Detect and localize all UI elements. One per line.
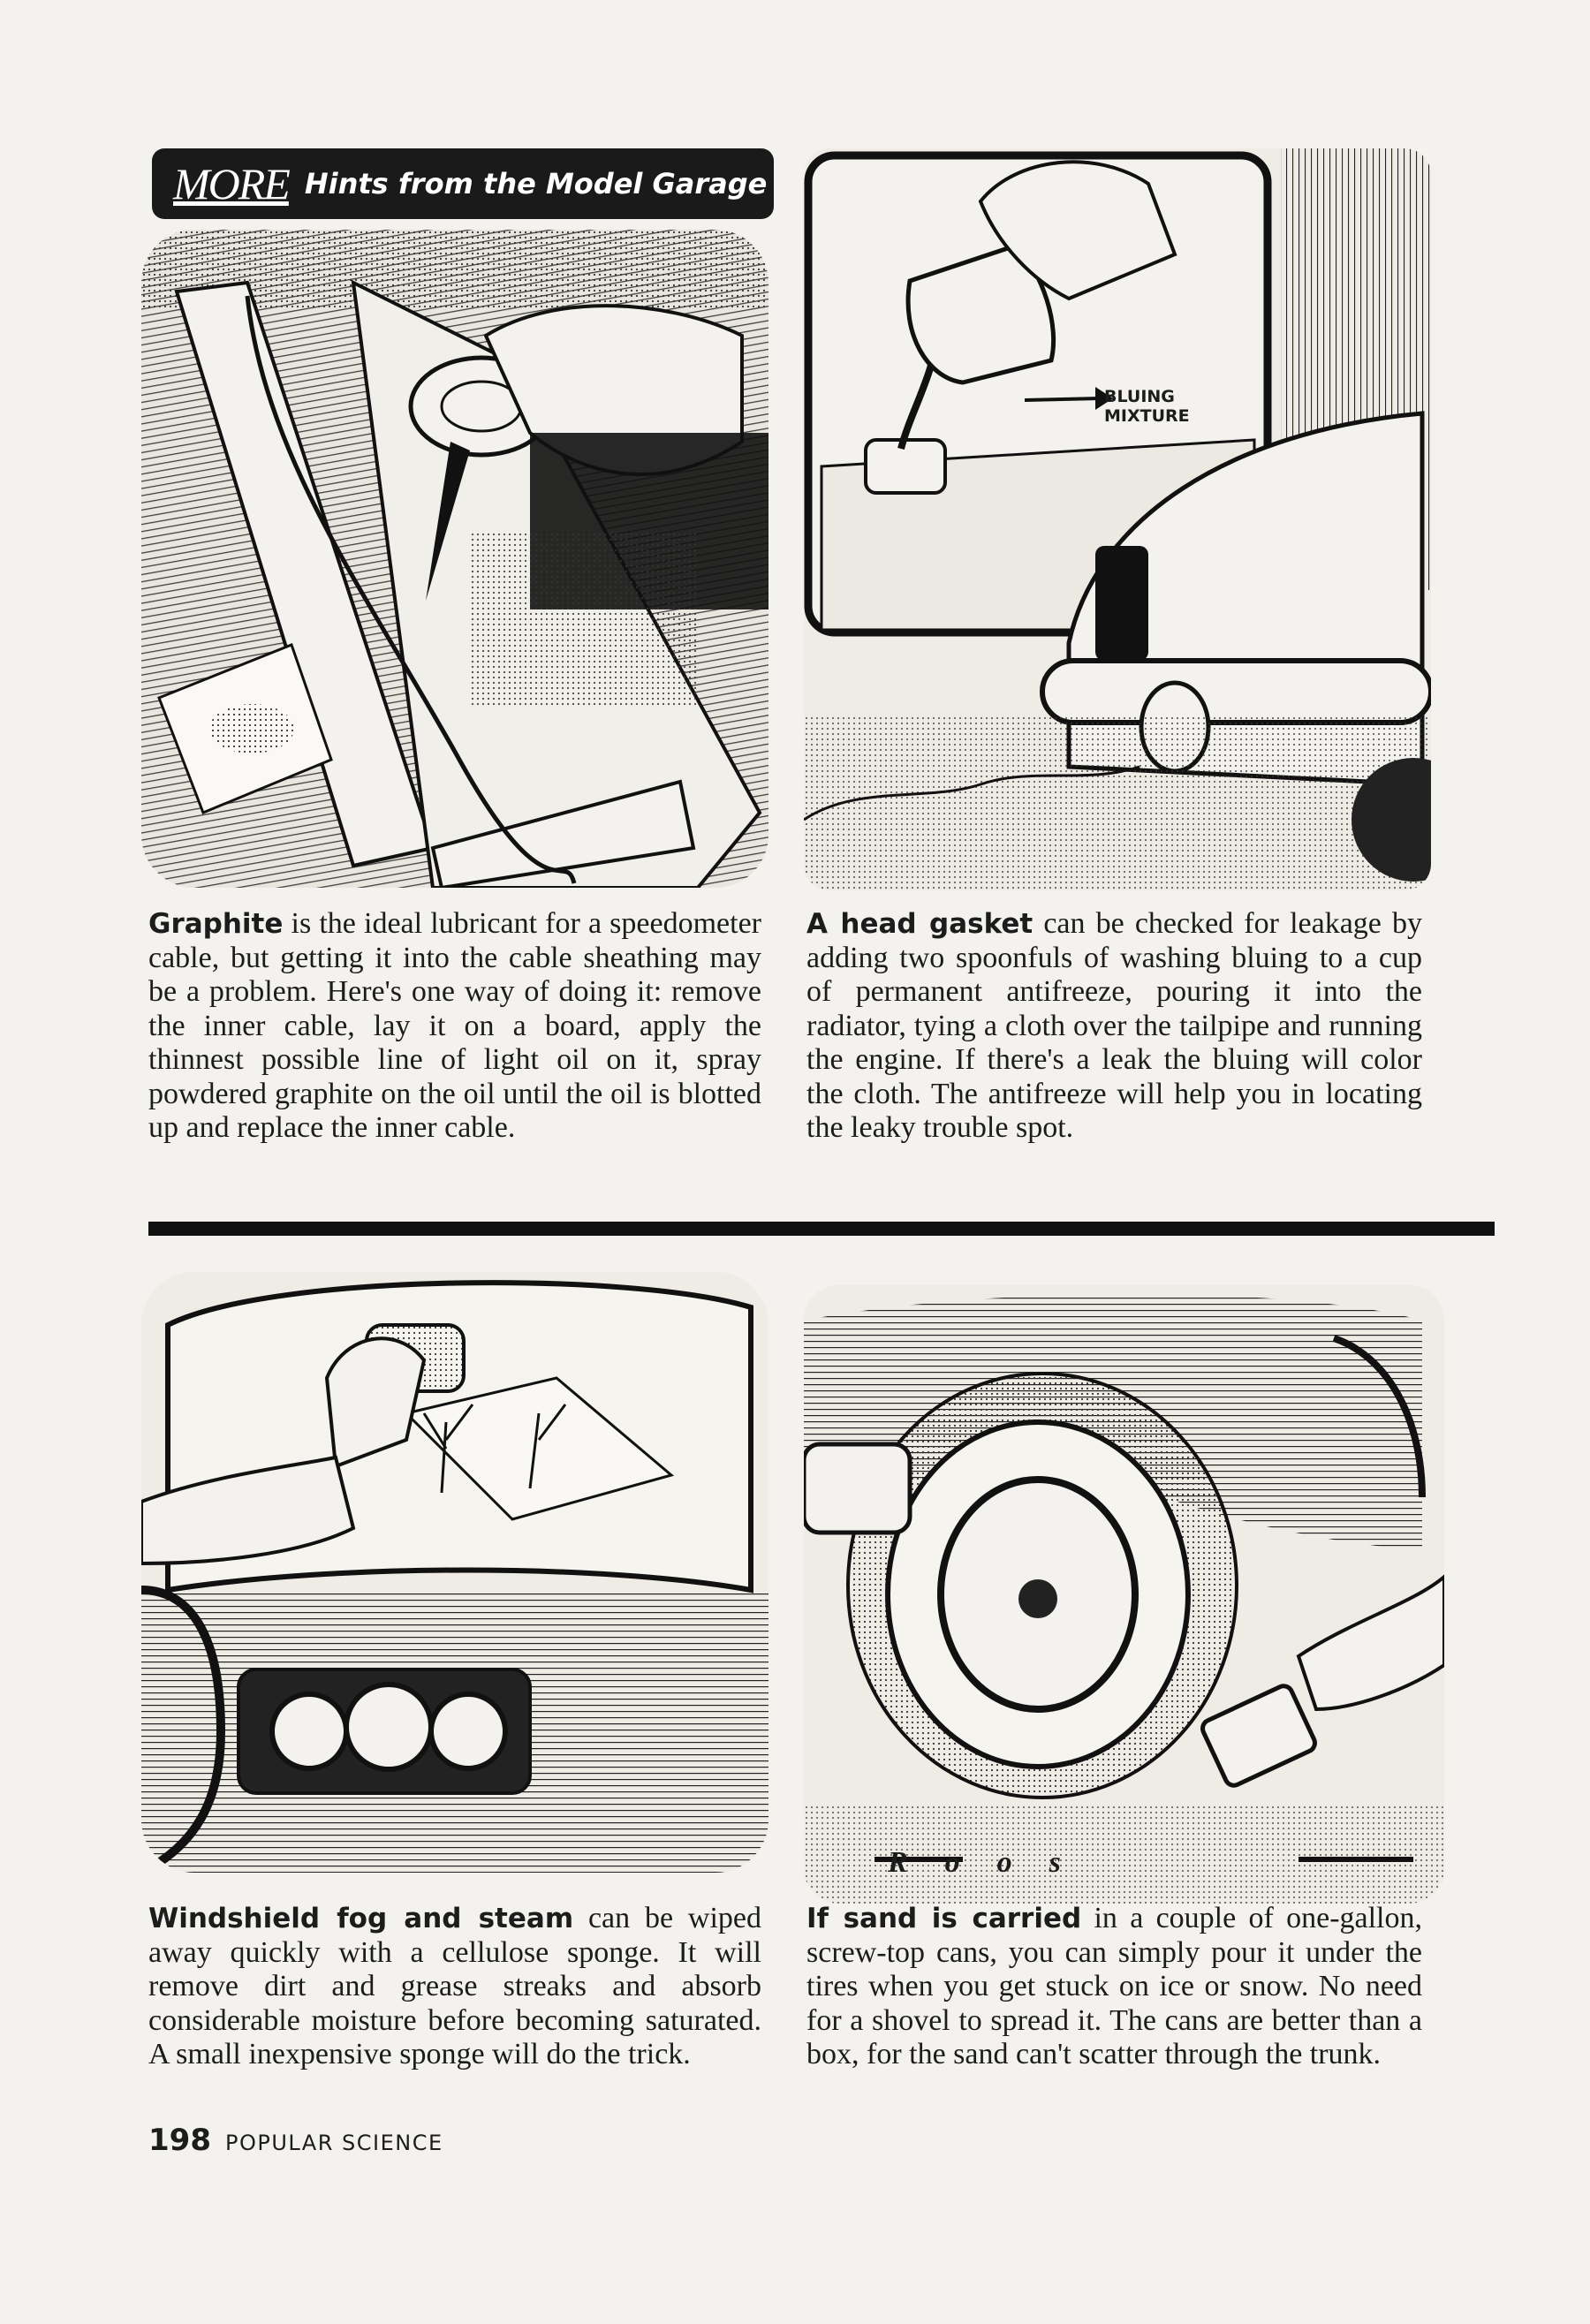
banner-title: Hints from the Model Garage bbox=[304, 167, 768, 201]
hint-head-gasket bbox=[806, 907, 1422, 1146]
bluing-label-line-2: MIXTURE bbox=[1104, 406, 1190, 426]
banner-prefix: MORE bbox=[173, 159, 289, 208]
illustration-head-gasket bbox=[804, 148, 1431, 890]
hint-sand-lead: If sand is carried bbox=[806, 1903, 1082, 1934]
windshield-drawing bbox=[141, 1272, 768, 1873]
head-gasket-drawing bbox=[804, 148, 1431, 890]
bluing-mixture-label bbox=[1104, 387, 1190, 426]
page-number: 198 bbox=[148, 2123, 211, 2158]
hint-graphite-body: is the ideal lubricant for a speedometer cable, but getting it into the cable sheathing may be a problem. Here's one way of doing it: remove the inner cable, lay it on a board, apply the thinnest possible line of light oil on it, spray powdered graphite on the oil until the oil is blotted up and replace the inner cable. bbox=[148, 907, 761, 1144]
hint-sand bbox=[806, 1902, 1422, 2072]
illustration-windshield bbox=[141, 1272, 768, 1873]
page-footer bbox=[148, 2123, 443, 2158]
hint-windshield-lead: Windshield fog and steam bbox=[148, 1903, 574, 1934]
bluing-label-line-1: BLUING bbox=[1104, 387, 1175, 406]
section-banner bbox=[152, 148, 774, 219]
hint-sand-body: in a couple of one-gallon, screw-top cans, you can simply pour it under the tires when you get stuck on ice or snow. No need for a shovel to spread it. The cans are better than a box, for the sand can't scatter through the trunk. bbox=[806, 1902, 1422, 2070]
sand-tire-drawing bbox=[804, 1285, 1444, 1904]
hint-graphite-lead: Graphite bbox=[148, 908, 284, 940]
illustration-sand-tire bbox=[804, 1285, 1444, 1904]
graphite-cable-drawing bbox=[141, 230, 768, 888]
hint-head-gasket-lead: A head gasket bbox=[806, 908, 1034, 940]
illustration-graphite-cable bbox=[141, 230, 768, 888]
hint-graphite bbox=[148, 907, 761, 1146]
hint-head-gasket-body: can be checked for leakage by adding two spoonfuls of washing bluing to a cup of permanent antifreeze, pouring it into the radiator, tying a cloth over the tailpipe and running the engine. If there's a leak the bluing will color the cloth. The antifreeze will help you in locating the leaky trouble spot. bbox=[806, 907, 1422, 1144]
hint-windshield bbox=[148, 1902, 761, 2072]
hint-windshield-body: can be wiped away quickly with a cellulose sponge. It will remove dirt and grease streaks and absorb considerable moisture before becoming saturated. A small inexpensive sponge will do the trick. bbox=[148, 1902, 761, 2070]
section-divider bbox=[148, 1222, 1495, 1236]
magazine-name: POPULAR SCIENCE bbox=[224, 2131, 443, 2155]
illustrator-signature: Roos bbox=[888, 1846, 1098, 1879]
